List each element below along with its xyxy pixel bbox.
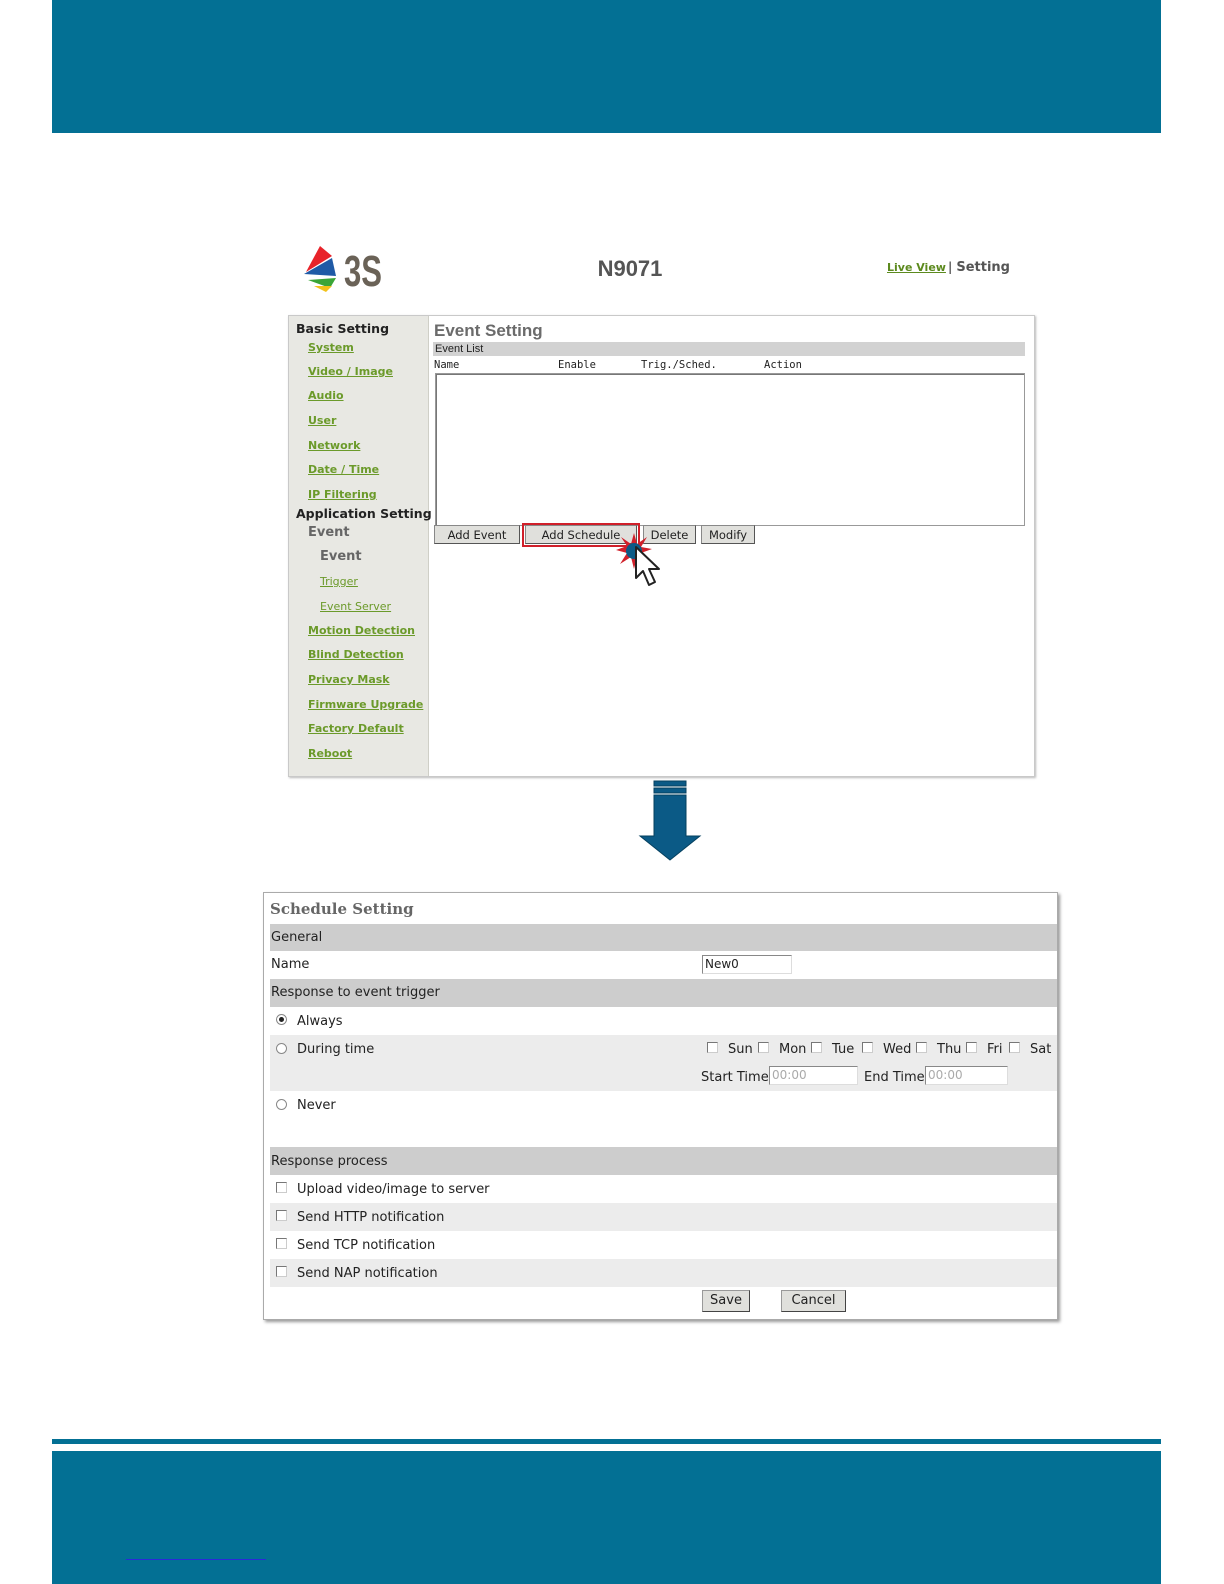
- upload-checkbox[interactable]: [276, 1182, 287, 1193]
- column-enable: Enable: [558, 359, 596, 371]
- settings-sidebar: [289, 316, 432, 776]
- sidebar-item-video-image[interactable]: Video / Image: [308, 365, 393, 378]
- http-notification-label: Send HTTP notification: [297, 1210, 445, 1225]
- footer-rule: [52, 1439, 1161, 1444]
- sidebar-group-event[interactable]: Event: [308, 525, 350, 540]
- event-setting-title: Event Setting: [434, 321, 543, 340]
- sidebar-item-trigger[interactable]: Trigger: [320, 575, 358, 588]
- day-checkbox-sat[interactable]: [1009, 1042, 1020, 1053]
- day-checkbox-mon[interactable]: [758, 1042, 769, 1053]
- setting-nav-current[interactable]: Setting: [956, 260, 1010, 275]
- process-row-upload: [270, 1175, 1057, 1203]
- always-radio[interactable]: [276, 1014, 287, 1025]
- sidebar-item-network[interactable]: Network: [308, 439, 361, 452]
- day-label-thu: Thu: [937, 1042, 962, 1057]
- always-row: [270, 1007, 1057, 1035]
- sidebar-item-privacy-mask[interactable]: Privacy Mask: [308, 673, 390, 686]
- never-label: Never: [297, 1098, 336, 1113]
- top-nav: [887, 260, 1010, 275]
- during-time-label: During time: [297, 1042, 375, 1057]
- column-trig-sched: Trig./Sched.: [641, 359, 717, 371]
- sidebar-item-date-time[interactable]: Date / Time: [308, 463, 380, 476]
- event-setting-window: [288, 315, 1035, 777]
- response-trigger-label: Response to event trigger: [271, 985, 440, 1000]
- tcp-notification-checkbox[interactable]: [276, 1238, 287, 1249]
- day-checkbox-thu[interactable]: [916, 1042, 927, 1053]
- response-trigger-header: [270, 979, 1057, 1007]
- add-event-button[interactable]: Add Event: [434, 525, 520, 544]
- sidebar-heading-basic: Basic Setting: [296, 321, 390, 336]
- day-label-tue: Tue: [832, 1042, 855, 1057]
- model-title: N9071: [597, 256, 663, 281]
- event-list-bar: [433, 342, 1025, 356]
- day-checkbox-sun[interactable]: [707, 1042, 718, 1053]
- sidebar-item-system[interactable]: System: [308, 341, 354, 354]
- general-section-header: [270, 924, 1057, 951]
- cancel-button[interactable]: Cancel: [781, 1290, 846, 1312]
- process-row-http: [270, 1203, 1057, 1231]
- footer-link-underline[interactable]: [126, 1557, 266, 1560]
- never-radio[interactable]: [276, 1099, 287, 1110]
- always-label: Always: [297, 1014, 343, 1029]
- sidebar-item-firmware-upgrade[interactable]: Firmware Upgrade: [308, 698, 424, 711]
- sidebar-item-ip-filtering[interactable]: IP Filtering: [308, 488, 377, 501]
- process-row-nap: [270, 1259, 1057, 1287]
- name-label: Name: [271, 957, 310, 972]
- save-button[interactable]: Save: [702, 1290, 750, 1312]
- schedule-setting-window: [263, 892, 1058, 1320]
- modify-button[interactable]: Modify: [701, 525, 755, 544]
- general-label: General: [271, 930, 323, 945]
- upload-label: Upload video/image to server: [297, 1182, 490, 1197]
- sidebar-item-motion-detection[interactable]: Motion Detection: [308, 624, 415, 637]
- down-arrow-icon: [638, 780, 702, 862]
- during-time-radio[interactable]: [276, 1043, 287, 1054]
- event-list-box[interactable]: [435, 373, 1025, 526]
- sidebar-item-audio[interactable]: Audio: [308, 389, 344, 402]
- sidebar-item-event[interactable]: Event: [320, 549, 362, 564]
- day-checkbox-wed[interactable]: [862, 1042, 873, 1053]
- nav-separator: |: [947, 260, 953, 274]
- day-checkbox-tue[interactable]: [811, 1042, 822, 1053]
- end-time-label: End Time: [864, 1070, 925, 1085]
- during-time-row: [270, 1035, 1057, 1091]
- day-label-fri: Fri: [987, 1042, 1003, 1057]
- event-list-label: Event List: [435, 343, 484, 355]
- day-label-mon: Mon: [779, 1042, 807, 1057]
- schedule-name-input[interactable]: New0: [702, 955, 792, 974]
- response-process-label: Response process: [271, 1154, 388, 1169]
- mouse-pointer-icon: [632, 544, 672, 592]
- sidebar-item-event-server[interactable]: Event Server: [320, 600, 392, 613]
- schedule-setting-title: Schedule Setting: [270, 900, 414, 918]
- day-checkbox-fri[interactable]: [966, 1042, 977, 1053]
- response-process-header: [270, 1147, 1057, 1175]
- sidebar-item-reboot[interactable]: Reboot: [308, 747, 353, 760]
- add-schedule-button[interactable]: Add Schedule: [525, 525, 637, 544]
- process-row-tcp: [270, 1231, 1057, 1259]
- start-time-input[interactable]: 00:00: [769, 1066, 858, 1085]
- page-header-band: [52, 0, 1161, 133]
- live-view-link[interactable]: Live View: [887, 261, 946, 274]
- start-time-label: Start Time: [701, 1070, 769, 1085]
- tcp-notification-label: Send TCP notification: [297, 1238, 436, 1253]
- column-name: Name: [434, 359, 460, 371]
- svg-text:3S: 3S: [344, 247, 382, 296]
- 3s-logo: [302, 242, 384, 294]
- day-label-sun: Sun: [728, 1042, 753, 1057]
- delete-button[interactable]: Delete: [643, 525, 696, 544]
- sidebar-heading-application: Application Setting: [296, 506, 432, 521]
- http-notification-checkbox[interactable]: [276, 1210, 287, 1221]
- nap-notification-checkbox[interactable]: [276, 1266, 287, 1277]
- end-time-input[interactable]: 00:00: [925, 1066, 1008, 1085]
- day-label-sat: Sat: [1030, 1042, 1052, 1057]
- nap-notification-label: Send NAP notification: [297, 1266, 438, 1281]
- page-footer-band: [52, 1451, 1161, 1584]
- never-row: [270, 1091, 1057, 1147]
- column-action: Action: [764, 359, 802, 371]
- sidebar-item-blind-detection[interactable]: Blind Detection: [308, 648, 404, 661]
- sidebar-item-user[interactable]: User: [308, 414, 337, 427]
- day-label-wed: Wed: [883, 1042, 912, 1057]
- sidebar-item-factory-default[interactable]: Factory Default: [308, 722, 404, 735]
- name-row: [270, 951, 1057, 979]
